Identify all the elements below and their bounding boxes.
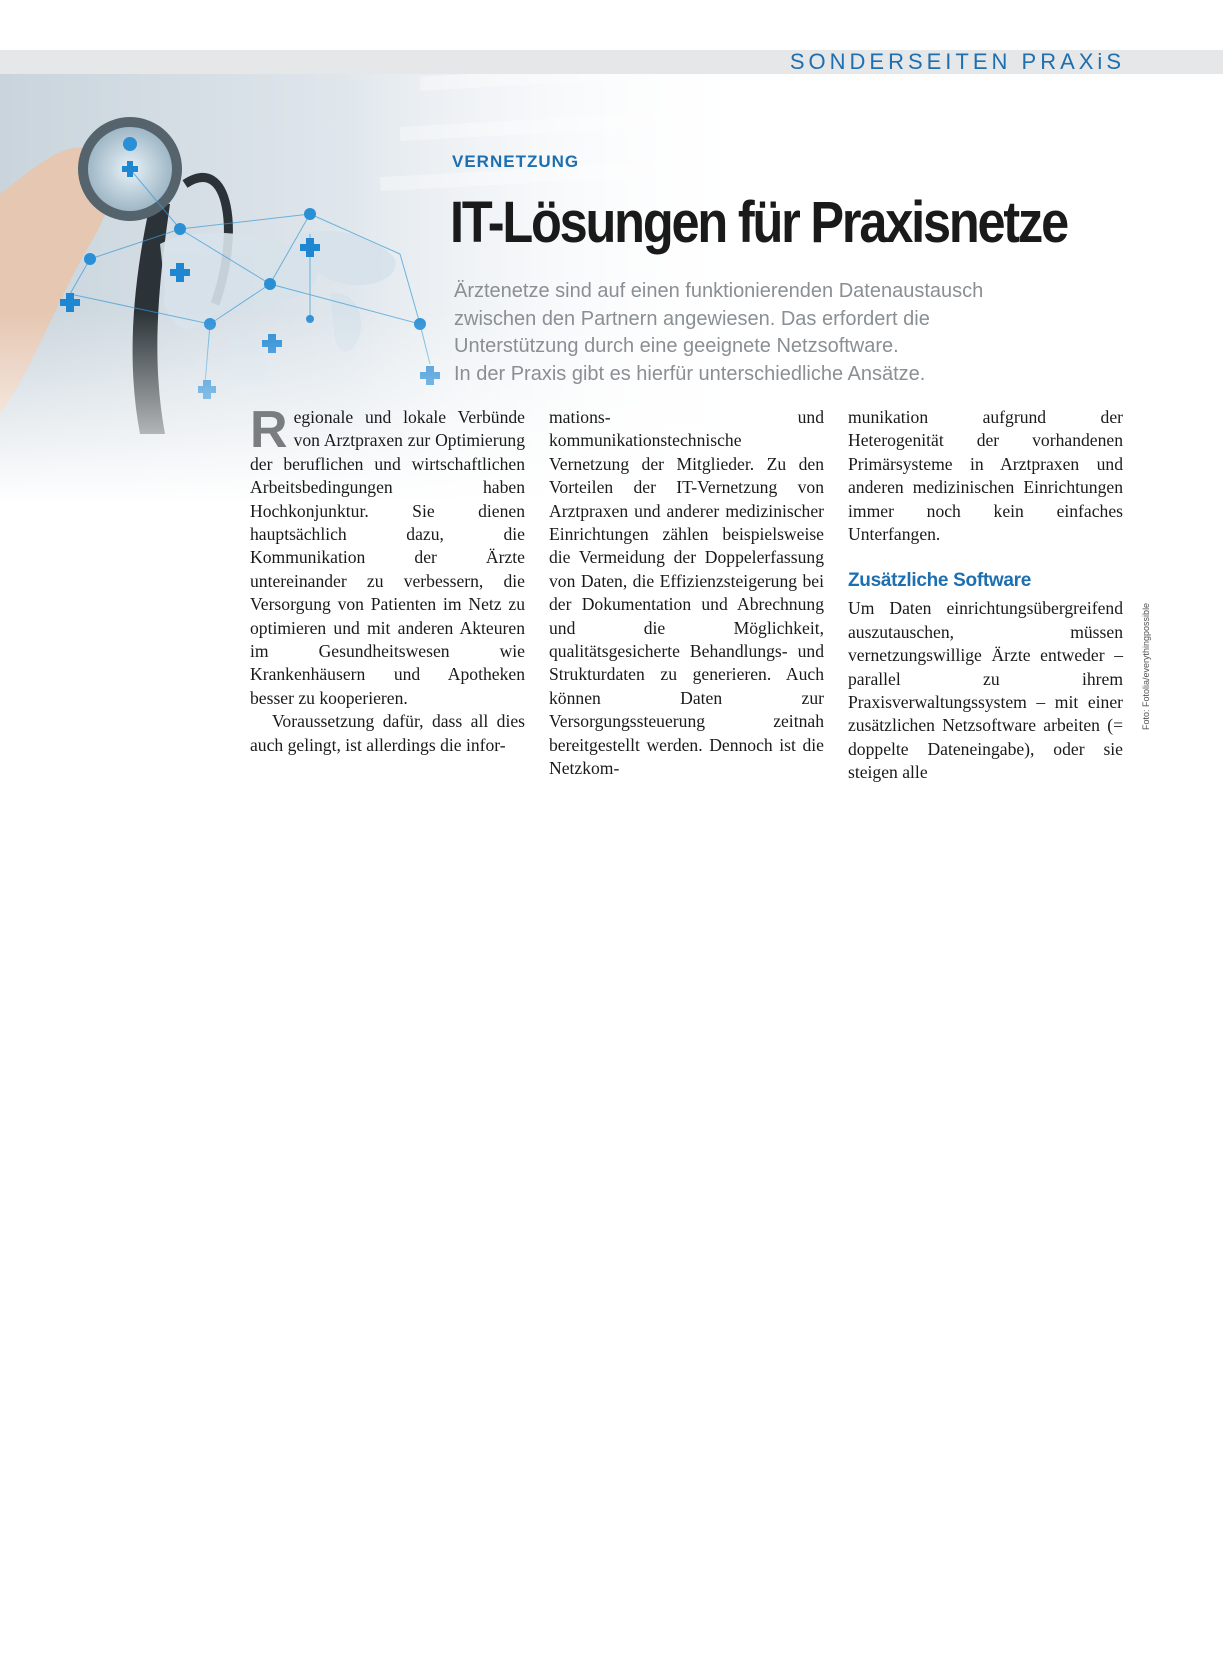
text-column-2 bbox=[549, 406, 824, 781]
paragraph: mations- und kommunikationstechnische Vernetzung der Mitglieder. Zu den Vorteilen der IT-Vernetzung von Arztpraxen und anderer medizinischer Einrichtungen zählen beispielsweise die Vermeidung der Doppelerfassung von Daten, die Effizienzsteigerung bei der Dokumentation und Abrechnung und die Möglichkeit, qualitätsgesicherte Behandlungs- und Strukturdaten zu generieren. Auch können Daten zur Versorgungssteuerung zeitnah bereitgestellt werden. Dennoch ist die Netzkom- bbox=[549, 407, 824, 779]
subheading: Zusätzliche Software bbox=[848, 570, 1031, 592]
article-kicker: VERNETZUNG bbox=[452, 152, 580, 171]
lead-line: In der Praxis gibt es hierfür unterschiedliche Ansätze. bbox=[454, 362, 926, 385]
paragraph bbox=[250, 401, 525, 710]
photo-credit: Foto: Fotolia/everythingpossible bbox=[1141, 602, 1151, 730]
text-column-1 bbox=[250, 401, 525, 757]
article-lead bbox=[454, 278, 1134, 388]
lead-line: Ärztenetze sind auf einen funktionierenden Datenaustausch bbox=[454, 280, 984, 302]
section-label: SONDERSEITEN PRAXiS bbox=[789, 49, 1125, 74]
paragraph: Voraussetzung dafür, dass all dies auch gelingt, ist allerdings die infor- bbox=[250, 711, 525, 755]
drop-cap: R bbox=[250, 401, 288, 459]
lead-line: zwischen den Partnern angewiesen. Das erfordert die bbox=[454, 307, 930, 330]
text-column-3 bbox=[848, 406, 1123, 785]
article-title: IT-Lösungen für Praxisnetze bbox=[450, 190, 1067, 255]
lead-line: Unterstützung durch eine geeignete Netzsoftware. bbox=[454, 335, 899, 357]
paragraph: munikation aufgrund der Heterogenität der vorhandenen Primärsysteme in Arztpraxen und anderen medizinischen Einrichtungen immer noch kein einfaches Unterfangen. bbox=[848, 407, 1123, 545]
paragraph: Um Daten einrichtungsübergreifend auszutauschen, müssen vernetzungswillige Ärzte entweder – parallel zu ihrem Praxisverwaltungssystem – mit einer zusätzlichen Netzsoftware arbeiten (= doppelte Dateneingabe), oder sie steigen alle bbox=[848, 598, 1123, 783]
paragraph-text: egionale und lokale Verbünde von Arztpraxen zur Optimierung der beruflichen und wirtschaftlichen Arbeitsbedingungen haben Hochkonjunktur. Sie dienen hauptsächlich dazu, die Kommunikation der Ärzte untereinander zu verbessern, die Versorgung von Patienten im Netz zu optimieren und mit anderen Akteuren im Gesundheitswesen wie Krankenhäusern und Apotheken besser zu kooperieren. bbox=[250, 407, 525, 708]
